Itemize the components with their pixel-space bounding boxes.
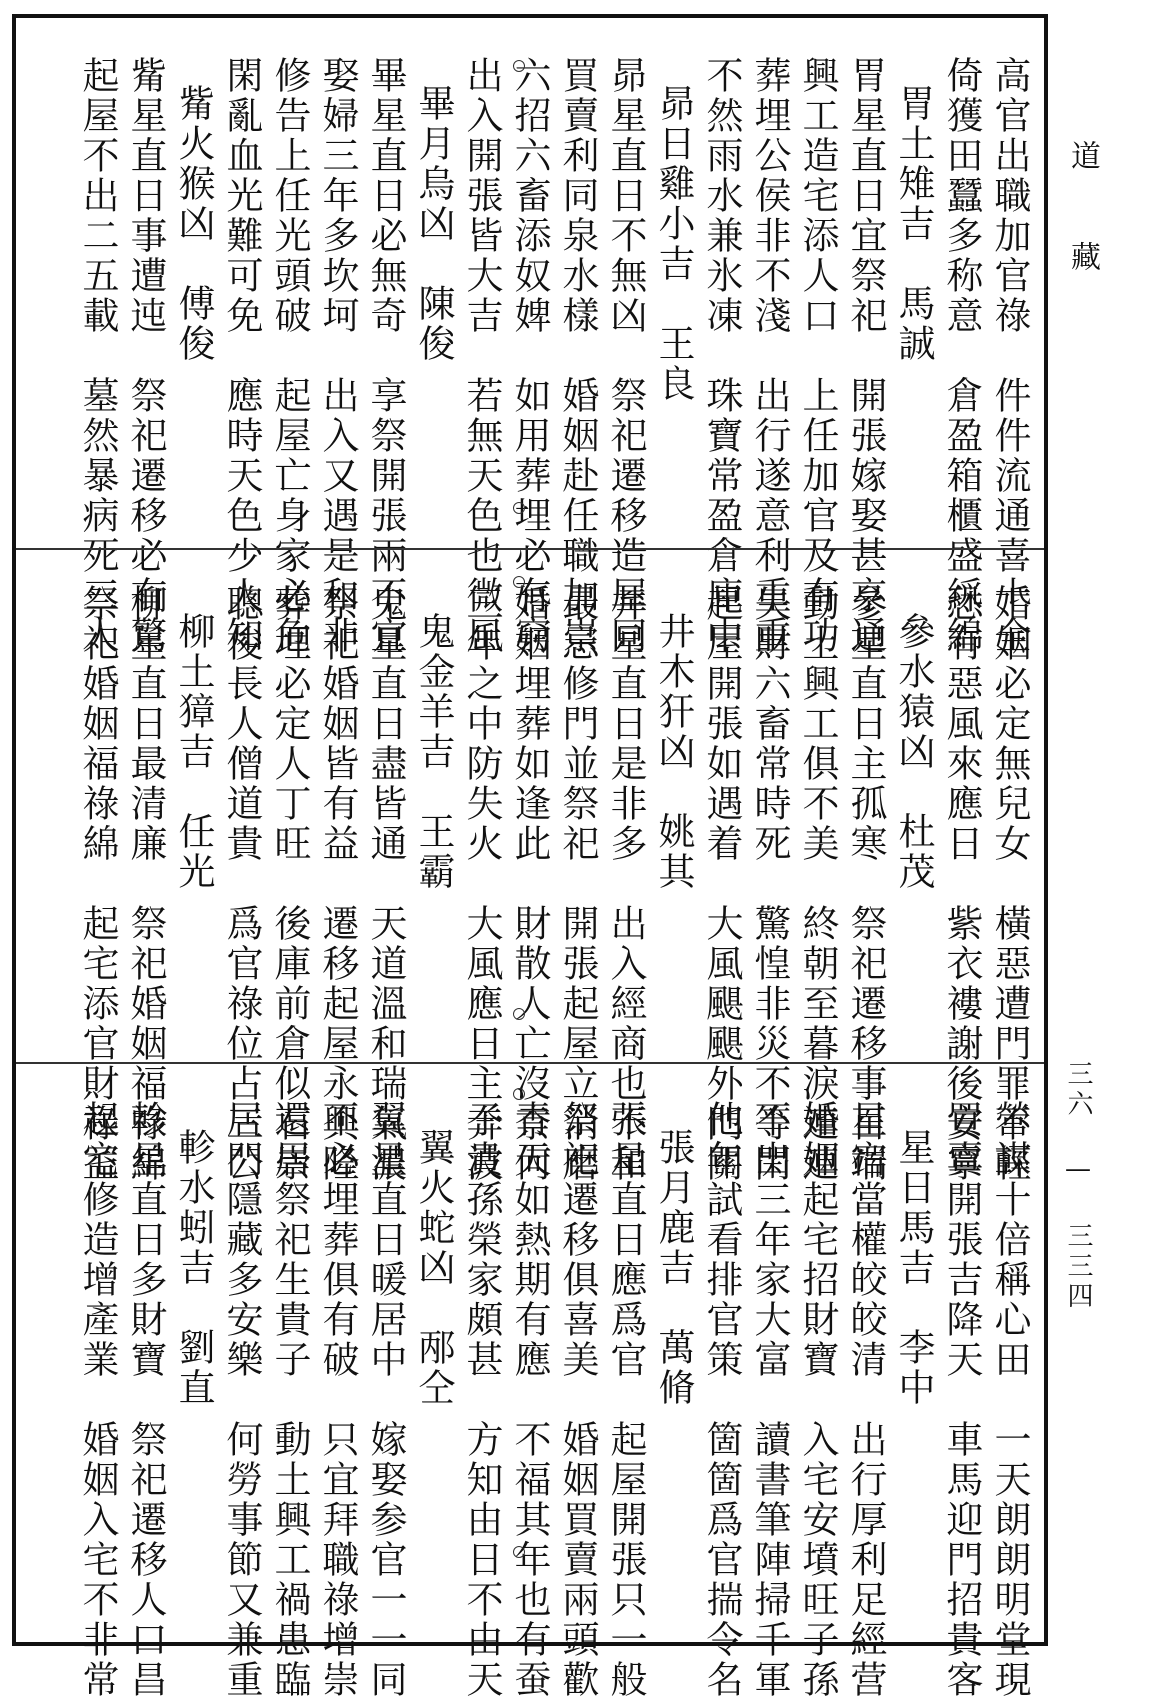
verse-column: 胃星直日宜祭祀 開張嫁娶甚亨通 <box>844 56 887 656</box>
text-block-middle <box>16 584 1044 1184</box>
verse-column: 祭祀婚姻皆有益 遷移起屋永興隆 <box>316 584 359 1184</box>
verse-column: 參星直日主孤寒 祭祀遷移事百端 <box>844 584 887 1184</box>
verse-column: 聰俊長人僧道貴 爲官祿位占三公 <box>220 584 263 1184</box>
verse-column: 動土興工俱不美 終朝至暮淚連連 <box>796 584 839 1184</box>
verse-column: 倚獲田蠶多称意 倉盈箱櫃盛綵綿 <box>940 56 983 656</box>
page-frame <box>12 14 1048 1700</box>
verse-column: 畢星直日必無奇 享祭開張兩不宜 <box>364 56 407 656</box>
verse-column: 興工造宅添人口 上任加官及有功 <box>796 56 839 656</box>
verse-column: 他年試看排官策 箇箇爲官揣令名 <box>700 1100 743 1700</box>
verse-column: 青天如熱期有應 不福其年也有蚕 <box>508 1100 551 1700</box>
verse-column: 子貴孫榮家頗甚 方知由日不由天 <box>460 1100 503 1700</box>
text-block-top <box>16 56 1044 656</box>
margin-circle <box>513 576 525 588</box>
verse-column: 葬埋必定人丁旺 後庫前倉似石崇 <box>268 584 311 1184</box>
mansion-heading: 井木犴凶 姚其 <box>652 612 695 892</box>
verse-column: 張星直日應爲官 起屋開張只一般 <box>604 1100 647 1700</box>
verse-column: 買賣利同泉水樣 婚姻赴任職加崇 <box>556 56 599 656</box>
verse-column: 祭祀遷移俱喜美 婚姻買賣兩頭歡 <box>556 1100 599 1700</box>
verse-column: 葬埋公侯非不淺 出行遂意利重重 <box>748 56 791 656</box>
verse-column: 三年之中防失火 大風應日主奔波 <box>460 584 503 1184</box>
verse-column: 不然雨水兼氷凍 珠寶常盈倉庫中 <box>700 56 743 656</box>
block-divider <box>16 548 1044 550</box>
verse-column: 婚姻埋葬如逢此 財散人亡沒柰何 <box>508 584 551 1184</box>
verse-column: 鬼星直日盡皆通 天道溫和瑞氣濃 <box>364 584 407 1184</box>
verse-column: 恐有惡風來應日 紫衣褸謝後安寧 <box>940 584 983 1184</box>
side-title: 道 藏 <box>1065 140 1100 289</box>
verse-column: 觜星直日事遭迍 祭祀遷移必有驚 <box>124 56 167 656</box>
verse-column: 不必埋葬俱有破 只宜拜職祿增崇 <box>316 1100 359 1700</box>
verse-column: 出入開張皆大吉 若無天色也微風 <box>460 56 503 656</box>
mansion-heading: 張月鹿吉 萬脩 <box>652 1128 695 1408</box>
verse-column: 最忌修門並祭祀 開張起屋立消磨 <box>556 584 599 1184</box>
verse-column: 井星直日是非多 出入經商也不和 <box>604 584 647 1184</box>
verse-column: 星宿當權皎皎清 出行厚利足經营 <box>844 1100 887 1700</box>
margin-circle <box>513 60 525 72</box>
mansion-heading: 胃土雉吉 馬誠 <box>892 84 935 364</box>
mansion-heading: 參水猿凶 杜茂 <box>892 612 935 892</box>
mansion-heading: 星日馬吉 李中 <box>892 1128 935 1408</box>
verse-column: 不出三年家大富 讀書筆陣掃千軍 <box>748 1100 791 1700</box>
verse-column: 昴星直日不無凶 祭祀遷移造屋同 <box>604 56 647 656</box>
mansion-heading: 觜火猴凶 傅俊 <box>172 84 215 364</box>
margin-circle <box>513 1088 525 1100</box>
verse-column: 起屋不出二五載 墓然暴病死三人 <box>76 56 119 656</box>
verse-column: 居門隱藏多安樂 何勞事節又兼重 <box>220 1100 263 1700</box>
margin-circle <box>513 1008 525 1020</box>
verse-column: 軫星直日多財寶 祭祀遷移人口昌 <box>124 1100 167 1700</box>
verse-column: 失財六畜常時死 驚惶非災不等閑 <box>748 584 791 1184</box>
verse-column: 高官出職加官祿 件件流通喜十全 <box>988 56 1031 656</box>
mansion-heading: 柳土獐吉 任光 <box>172 612 215 892</box>
mansion-heading: 昴日雞小吉 王良 <box>652 84 695 404</box>
margin-circle <box>513 502 525 514</box>
side-page-number: 三六 — 三三四 <box>1063 1060 1093 1312</box>
mansion-heading: 畢月烏凶 陳俊 <box>412 84 455 364</box>
mansion-heading: 翼火蛇凶 邴仝 <box>412 1128 455 1408</box>
margin-circle <box>513 1546 525 1558</box>
verse-column: 營謀十倍稱心田 一天朗朗明堂現 <box>988 1100 1031 1700</box>
verse-column: 起屋開張如遇着 大風颶颶外門關 <box>700 584 743 1184</box>
verse-column: 柳星直日最清廉 祭祀婚姻福祿綿 <box>124 584 167 1184</box>
verse-column: 買賣開張吉降天 車馬迎門招貴客 <box>940 1100 983 1700</box>
mansion-heading: 軫水蚓吉 劉直 <box>172 1128 215 1408</box>
verse-column: 婚姻起宅招財寶 入宅安墳旺子孫 <box>796 1100 839 1700</box>
verse-column: 婚姻必定無兒女 橫惡遭門罪不輕 <box>988 584 1031 1184</box>
block-divider <box>16 1062 1044 1064</box>
verse-column: 娶婦三年多坎坷 出入又遇是和非 <box>316 56 359 656</box>
verse-column: 祭祀婚姻福祿綿 起宅添官財祿益 <box>76 584 119 1184</box>
verse-column: 六招六畜添奴婢 如用葬埋必有窮 <box>508 56 551 656</box>
verse-column: 起宅修造增產業 婚姻入宅不非常 <box>76 1100 119 1700</box>
verse-column: 還居祭祀生貴子 動土興工禍患臨 <box>268 1100 311 1700</box>
verse-column: 翼星直日暖居中 嫁娶参官一一同 <box>364 1100 407 1700</box>
verse-column: 修告上任光頭破 起屋亡身家必危 <box>268 56 311 656</box>
mansion-heading: 鬼金羊吉 王霸 <box>412 612 455 892</box>
verse-column: 閑亂血光難可免 應時天色少人知 <box>220 56 263 656</box>
text-block-bottom <box>16 1100 1044 1700</box>
